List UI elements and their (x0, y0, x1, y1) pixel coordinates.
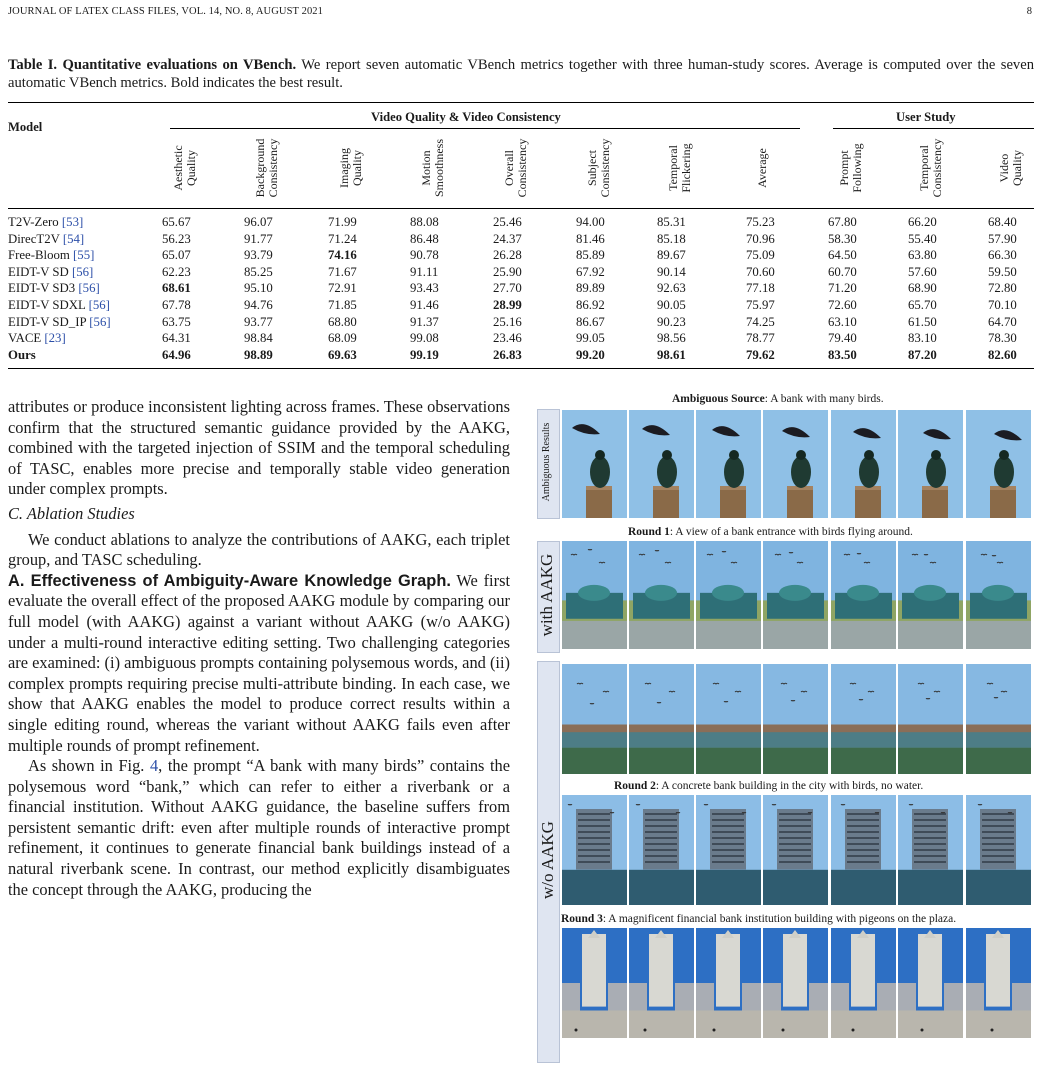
model-column-header: Model (8, 120, 43, 134)
column-header: Overall Consistency (502, 138, 529, 198)
table-cell: 79.62 (746, 347, 775, 362)
table-cell: 71.67 (328, 264, 357, 279)
without-aakg-label: w/o AAKG (538, 821, 557, 899)
group-header-user-study: User Study (896, 110, 956, 124)
table-cell: 74.25 (746, 314, 775, 329)
with-aakg-frame (831, 541, 896, 649)
model-label: Free-Bloom (8, 248, 70, 263)
table-cell: 60.70 (828, 264, 857, 279)
model-name (8, 232, 84, 246)
table-cell: 90.14 (657, 264, 686, 279)
model-label: VACE (8, 331, 42, 346)
model-name (8, 348, 36, 362)
citation-link[interactable]: [56] (72, 264, 94, 279)
table-cell: 99.20 (576, 347, 605, 362)
model-name (8, 281, 100, 295)
table-cell: 78.30 (988, 331, 1017, 346)
table-cell: 85.31 (657, 215, 686, 229)
group-header-vbench: Video Quality & Video Consistency (371, 110, 561, 124)
table-cell: 75.97 (746, 298, 775, 312)
without-aakg-round1-frame (831, 664, 896, 774)
model-label: EIDT-V SD (8, 264, 69, 279)
ambiguous-results-frame (966, 410, 1031, 518)
table-cell: 24.37 (493, 231, 522, 246)
table-cell: 81.46 (576, 231, 605, 246)
paragraph-text: We first evaluate the overall effect of the proposed AAKG module by comparing our full model (with AAKG) against a variant without AAKG (w/o AAKG) under a multi-round interactive editing setting. Two challenging categories are examined: (i) ambiguous prompts containing polysemous words, and (ii) complex prompts requiring precise multi-attribute binding. In each case, we show that AAKG enables the model to produce correct results within a single editing round, whereas the variant without AAKG fails even after multiple rounds of prompt refinement. (8, 570, 511, 755)
table-cell: 72.80 (988, 281, 1017, 296)
column-header: Prompt Following (837, 143, 864, 193)
model-label: EIDT-V SDXL (8, 298, 86, 312)
table-cell: 90.23 (657, 314, 686, 329)
without-aakg-round1-frame (966, 664, 1031, 774)
table-cell: 99.08 (410, 331, 439, 346)
table-cell: 83.10 (908, 331, 937, 346)
table-cell: 65.07 (162, 248, 191, 263)
without-aakg-round1-frame (898, 664, 963, 774)
caption-text: : A bank with many birds. (764, 393, 884, 405)
with-aakg-frame (898, 541, 963, 649)
group-rule-user (833, 128, 1034, 129)
table-cell: 79.40 (828, 331, 857, 346)
figure-reference-link[interactable]: 4 (149, 756, 159, 776)
citation-link[interactable]: [56] (78, 281, 100, 296)
paragraph-text: As shown in Fig. (28, 756, 150, 776)
running-header: JOURNAL OF LATEX CLASS FILES, VOL. 14, NO. 8, AUGUST 2021 (8, 6, 323, 17)
table-cell: 75.23 (746, 215, 775, 229)
model-label: T2V-Zero (8, 215, 59, 229)
table-caption-title: Table I. Quantitative evaluations on VBench. (8, 57, 297, 73)
column-header: Motion Smoothness (419, 139, 446, 198)
without-aakg-round2-frame (831, 795, 896, 905)
table-cell: 23.46 (493, 331, 522, 346)
citation-link[interactable]: [56] (89, 314, 111, 329)
table-caption (8, 56, 1034, 92)
model-name (8, 298, 110, 312)
caption-bold: Ambiguous Source (672, 393, 765, 405)
table-cell: 86.48 (410, 231, 439, 246)
table-cell: 91.11 (410, 264, 439, 279)
table-cell: 85.18 (657, 231, 686, 246)
model-name (8, 265, 93, 279)
caption-text: : A concrete bank building in the city with birds, no water. (655, 780, 924, 792)
section-heading: C. Ablation Studies (8, 503, 135, 523)
without-aakg-round2-frame (562, 795, 627, 905)
table-cell: 89.89 (576, 281, 605, 296)
table-cell: 98.84 (244, 331, 273, 346)
table-cell: 72.60 (828, 298, 857, 312)
citation-link[interactable]: [53] (61, 215, 84, 229)
with-aakg-frame (763, 541, 828, 649)
table-cell: 71.20 (828, 281, 857, 296)
table-cell: 57.60 (908, 264, 937, 279)
without-aakg-round2-frame (696, 795, 761, 905)
table-cell: 68.09 (328, 331, 357, 346)
without-aakg-round3-frame (966, 928, 1031, 1038)
with-aakg-frame (629, 541, 694, 649)
without-aakg-round3-frame (696, 928, 761, 1038)
table-cell: 55.40 (908, 231, 937, 246)
with-aakg-label: with AAKG (537, 553, 556, 637)
table-cell: 85.25 (244, 264, 273, 279)
paragraph-heading: A. Effectiveness of Ambiguity-Aware Knowledge Graph. (8, 571, 451, 590)
table-cell: 83.50 (828, 347, 857, 362)
figure-caption-round3 (561, 913, 956, 925)
table-cell: 64.31 (162, 331, 191, 346)
without-aakg-round2-frame (763, 795, 828, 905)
table-cell: 58.30 (828, 231, 857, 246)
ambiguous-results-frame (562, 410, 627, 518)
caption-text: : A view of a bank entrance with birds flying around. (669, 526, 913, 538)
table-top-rule (8, 102, 1034, 103)
table-cell: 88.08 (410, 215, 439, 229)
table-cell: 66.20 (908, 215, 937, 229)
column-header: Average (755, 148, 769, 188)
table-cell: 68.90 (908, 281, 937, 296)
table-cell: 89.67 (657, 248, 686, 263)
caption-bold: Round 3 (561, 913, 603, 925)
table-cell: 93.77 (244, 314, 273, 329)
table-cell: 74.16 (328, 248, 357, 263)
table-cell: 86.92 (576, 298, 605, 312)
header-bottom-rule (8, 208, 1034, 209)
table-cell: 59.50 (988, 264, 1017, 279)
page-number: 8 (1026, 6, 1032, 17)
table-cell: 95.10 (244, 281, 273, 296)
model-name (8, 331, 66, 345)
table-cell: 91.46 (410, 298, 439, 312)
ambiguous-results-frame (831, 410, 896, 518)
table-cell: 64.96 (162, 347, 191, 362)
table-cell: 92.63 (657, 281, 686, 296)
table-cell: 28.99 (493, 298, 522, 312)
column-header: Background Consistency (253, 138, 280, 198)
model-label: EIDT-V SD3 (8, 281, 76, 296)
table-cell: 68.80 (328, 314, 357, 329)
table-cell: 25.46 (493, 215, 522, 229)
table-cell: 93.43 (410, 281, 439, 296)
citation-link[interactable]: [54] (62, 231, 85, 246)
table-bottom-rule (8, 368, 1034, 369)
with-aakg-frame (562, 541, 627, 649)
table-cell: 94.76 (244, 298, 273, 312)
table-cell: 78.77 (746, 331, 775, 346)
table-cell: 61.50 (908, 314, 937, 329)
table-cell: 71.99 (328, 215, 357, 229)
table-cell: 56.23 (162, 231, 191, 246)
caption-text: : A magnificent financial bank institution building with pigeons on the plaza. (602, 913, 957, 925)
paragraph (8, 756, 510, 900)
table-cell: 64.50 (828, 248, 857, 263)
table-cell: 91.77 (244, 231, 273, 246)
table-cell: 85.89 (576, 248, 605, 263)
table-cell: 66.30 (988, 248, 1017, 263)
table-cell: 63.10 (828, 314, 857, 329)
column-header: Video Quality (997, 150, 1024, 186)
table-cell: 96.07 (244, 215, 273, 229)
without-aakg-round1-frame (696, 664, 761, 774)
table-cell: 86.67 (576, 314, 605, 329)
table-cell: 70.60 (746, 264, 775, 279)
citation-link[interactable]: [56] (88, 298, 110, 312)
ambiguous-results-frame (629, 410, 694, 518)
without-aakg-round3-frame (629, 928, 694, 1038)
table-cell: 57.90 (988, 231, 1017, 246)
table-cell: 75.09 (746, 248, 775, 263)
table-cell: 26.28 (493, 248, 522, 263)
figure-caption-source (672, 393, 884, 405)
table-cell: 68.40 (988, 215, 1017, 229)
table-cell: 25.90 (493, 264, 522, 279)
table-cell: 25.16 (493, 314, 522, 329)
citation-link[interactable]: [23] (44, 331, 66, 346)
paragraph (8, 571, 510, 756)
table-cell: 26.83 (493, 347, 522, 362)
table-cell: 69.63 (328, 347, 357, 362)
without-aakg-round2-frame (629, 795, 694, 905)
table-cell: 94.00 (576, 215, 605, 229)
without-aakg-round3-frame (898, 928, 963, 1038)
table-cell: 65.70 (908, 298, 937, 312)
table-cell: 63.80 (908, 248, 937, 263)
table-cell: 98.56 (657, 331, 686, 346)
without-aakg-round1-frame (763, 664, 828, 774)
without-aakg-round1-frame (629, 664, 694, 774)
without-aakg-round1-frame (562, 664, 627, 774)
figure-caption-round2 (614, 780, 923, 792)
ambiguous-results-label: Ambiguous Results (541, 422, 552, 502)
without-aakg-round3-frame (763, 928, 828, 1038)
model-label: EIDT-V SD_IP (8, 314, 87, 329)
caption-bold: Round 1 (628, 526, 670, 538)
table-cell: 68.61 (162, 281, 191, 296)
table-cell: 98.61 (657, 347, 686, 362)
table-cell: 82.60 (988, 347, 1017, 362)
ambiguous-results-frame (898, 410, 963, 518)
caption-bold: Round 2 (614, 780, 656, 792)
column-header: Imaging Quality (337, 148, 364, 188)
table-cell: 90.78 (410, 248, 439, 263)
table-cell: 99.19 (410, 347, 439, 362)
table-cell: 71.85 (328, 298, 357, 312)
column-header: Subject Consistency (585, 138, 612, 198)
paragraph: We conduct ablations to analyze the contributions of AAKG, each triplet group, and TASC scheduling. (8, 529, 510, 570)
citation-link[interactable]: [55] (73, 248, 95, 263)
column-header: Temporal Flickering (666, 143, 693, 193)
model-label: Ours (8, 347, 36, 362)
group-rule-vbench (170, 128, 800, 129)
without-aakg-round3-frame (831, 928, 896, 1038)
table-cell: 64.70 (988, 314, 1017, 329)
column-header: Temporal Consistency (917, 138, 944, 198)
table-cell: 67.78 (162, 298, 191, 312)
table-cell: 99.05 (576, 331, 605, 346)
table-cell: 70.96 (746, 231, 775, 246)
body-text (8, 397, 510, 900)
without-aakg-round3-frame (562, 928, 627, 1038)
table-cell: 77.18 (746, 281, 775, 296)
with-aakg-frame (696, 541, 761, 649)
table-cell: 62.23 (162, 264, 191, 279)
ambiguous-results-frame (763, 410, 828, 518)
figure-caption-round1 (628, 526, 913, 538)
table-cell: 70.10 (988, 298, 1017, 312)
model-name (8, 248, 94, 262)
table-cell: 67.80 (828, 215, 857, 229)
without-aakg-round2-frame (898, 795, 963, 905)
table-cell: 67.92 (576, 264, 605, 279)
with-aakg-frame (966, 541, 1031, 649)
table-cell: 93.79 (244, 248, 273, 263)
without-aakg-round2-frame (966, 795, 1031, 905)
column-header: Aesthetic Quality (171, 145, 198, 191)
table-cell: 63.75 (162, 314, 191, 329)
table-cell: 87.20 (908, 347, 937, 362)
model-name (8, 315, 111, 329)
table-cell: 65.67 (162, 215, 191, 229)
model-label: DirecT2V (8, 231, 60, 246)
table-cell: 27.70 (493, 281, 522, 296)
table-cell: 90.05 (657, 298, 686, 312)
paragraph-text: , the prompt “A bank with many birds” contains the polysemous word “bank,” which can refer to either a riverbank or a financial institution. Without AAKG guidance, the baseline suffers from persistent semantic drift: even after multiple rounds of interactive prompt refinement, it continues to generate financial bank buildings instead of a natural riverbank scene. In contrast, our method explicitly disambiguates the concept through the AAKG, producing the (8, 756, 510, 899)
paragraph: attributes or produce inconsistent lighting across frames. These observations confirm that the structured semantic guidance provided by the AAKG, combined with the targeted injection of SSIM and the temporal scheduling of TASC, enables more precise and temporally stable video generation under complex prompts. (8, 397, 510, 499)
table-caption-text: We report seven automatic VBench metrics together with three human-study scores. Average is computed over the seven automatic VBench metrics. Bold indicates the best result. (8, 57, 1034, 91)
table-cell: 72.91 (328, 281, 357, 296)
table-cell: 91.37 (410, 314, 439, 329)
table-cell: 71.24 (328, 231, 357, 246)
table-cell: 98.89 (244, 347, 273, 362)
ambiguous-results-frame (696, 410, 761, 518)
model-name (8, 215, 83, 229)
